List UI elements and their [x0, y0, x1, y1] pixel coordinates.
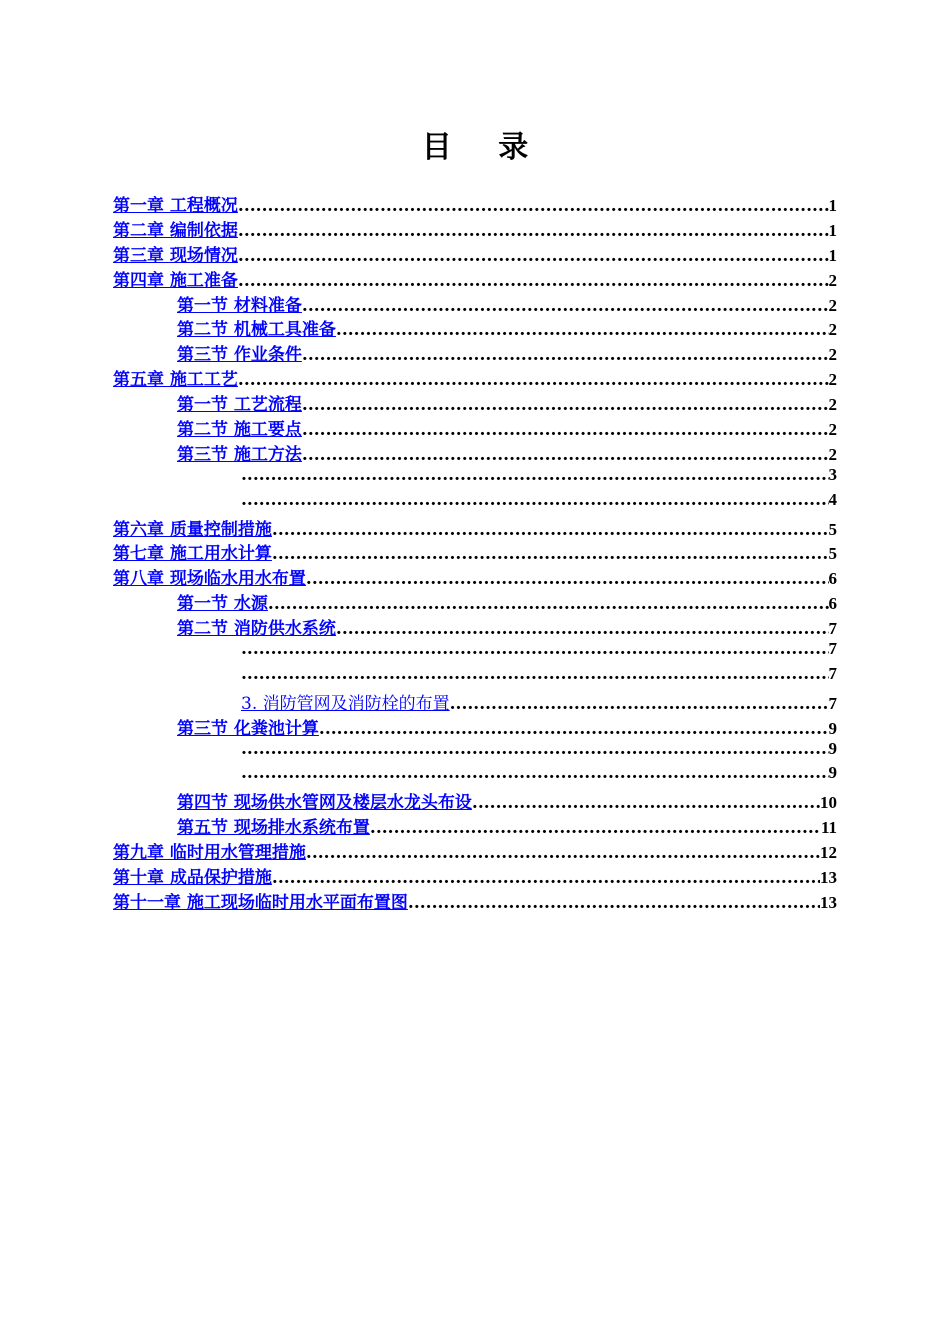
- toc-page-number: 11: [820, 818, 837, 838]
- toc-dot-leader: [238, 246, 829, 266]
- toc-entry[interactable]: [113, 614, 837, 639]
- toc-page-number: 4: [828, 489, 837, 509]
- toc-dot-leader: [472, 793, 820, 813]
- toc-entry-link[interactable]: 第二章 编制依据: [113, 220, 238, 241]
- toc-entry-link[interactable]: 第一章 工程概况: [113, 196, 238, 216]
- toc-page-number: 5: [828, 519, 837, 539]
- toc-dot-leader: [241, 763, 829, 783]
- toc-dot-leader: [408, 893, 820, 913]
- toc-page-number: 2: [828, 270, 837, 290]
- toc-entry-link[interactable]: 第一节 材料准备: [177, 295, 302, 316]
- toc-entry[interactable]: [113, 216, 837, 241]
- toc-dot-leader: [241, 639, 829, 659]
- toc-entry-link[interactable]: 第一节 工艺流程: [177, 395, 302, 416]
- toc-entry[interactable]: [113, 291, 837, 316]
- toc-dot-leader: [306, 843, 820, 863]
- toc-page-number: 12: [820, 843, 837, 863]
- toc-entry[interactable]: [113, 863, 837, 888]
- table-of-contents: [113, 191, 837, 913]
- toc-dot-leader: [272, 520, 829, 540]
- toc-entry[interactable]: [113, 714, 837, 739]
- toc-dot-leader: [238, 196, 829, 216]
- toc-page-number: 6: [828, 594, 837, 614]
- toc-entry[interactable]: [113, 813, 837, 838]
- toc-dot-leader: [370, 818, 821, 838]
- toc-entry[interactable]: [113, 415, 837, 440]
- toc-entry[interactable]: [113, 639, 837, 664]
- toc-entry-link[interactable]: 第十一章 施工现场临时用水平面布置图: [113, 892, 408, 913]
- toc-page-number: 9: [828, 718, 837, 738]
- toc-entry-link[interactable]: 第一节 水源: [177, 594, 268, 615]
- toc-page-number: 2: [828, 345, 837, 365]
- toc-page-number: 2: [828, 395, 837, 415]
- toc-entry-link[interactable]: 第九章 临时用水管理措施: [113, 843, 306, 864]
- toc-dot-leader: [272, 868, 820, 888]
- toc-entry[interactable]: [113, 440, 837, 465]
- toc-entry[interactable]: [113, 664, 837, 689]
- toc-dot-leader: [302, 395, 829, 415]
- toc-page-number: 6: [828, 569, 837, 589]
- toc-entry-link[interactable]: 第二节 消防供水系统: [177, 619, 336, 640]
- toc-entry[interactable]: [113, 539, 837, 564]
- toc-dot-leader: [241, 490, 829, 510]
- toc-dot-leader: [336, 619, 829, 639]
- toc-entry[interactable]: [113, 739, 837, 764]
- toc-entry-link[interactable]: 第六章 质量控制措施: [113, 519, 272, 540]
- toc-page-number: 9: [828, 763, 837, 783]
- toc-entry[interactable]: [113, 838, 837, 863]
- toc-dot-leader: [241, 465, 829, 485]
- toc-entry-link[interactable]: 第四节 现场供水管网及楼层水龙头布设: [177, 793, 472, 814]
- toc-entry-link[interactable]: 第五章 施工工艺: [113, 370, 238, 391]
- toc-page-number: 7: [828, 639, 837, 659]
- toc-dot-leader: [238, 221, 829, 241]
- toc-page-number: 1: [828, 245, 837, 265]
- toc-entry-link[interactable]: 第三节 化粪池计算: [177, 718, 319, 739]
- toc-dot-leader: [268, 594, 829, 614]
- toc-entry[interactable]: [113, 564, 837, 589]
- toc-entry[interactable]: [113, 788, 837, 813]
- toc-entry-link[interactable]: 第四章 施工准备: [113, 270, 238, 291]
- toc-page-number: 3: [828, 464, 837, 484]
- toc-entry[interactable]: [113, 365, 837, 390]
- toc-entry[interactable]: [113, 689, 837, 714]
- toc-page-number: 13: [820, 868, 837, 888]
- toc-entry[interactable]: [113, 191, 837, 216]
- toc-page-number: 1: [828, 196, 837, 215]
- toc-entry[interactable]: [113, 490, 837, 515]
- toc-entry-link[interactable]: 第二节 机械工具准备: [177, 320, 336, 341]
- toc-page-number: 2: [828, 295, 837, 315]
- toc-entry-link[interactable]: 第三章 现场情况: [113, 245, 238, 266]
- toc-page-number: 7: [828, 619, 837, 639]
- toc-page-number: 1: [828, 220, 837, 240]
- page-title: 目 录: [421, 130, 547, 165]
- toc-page-number: 7: [828, 663, 837, 683]
- toc-page-number: 2: [828, 320, 837, 340]
- toc-entry[interactable]: [113, 589, 837, 614]
- toc-entry-link[interactable]: 第三节 作业条件: [177, 345, 302, 366]
- toc-entry-link[interactable]: 第三节 施工方法: [177, 444, 302, 465]
- toc-entry-link[interactable]: 3. 消防管网及消防栓的布置: [241, 693, 450, 714]
- toc-dot-leader: [302, 420, 829, 440]
- toc-entry-link[interactable]: 第七章 施工用水计算: [113, 544, 272, 565]
- toc-entry-link[interactable]: 第八章 现场临水用水布置: [113, 569, 306, 590]
- toc-page-number: 13: [820, 892, 837, 912]
- toc-entry[interactable]: [113, 465, 837, 490]
- toc-entry-link[interactable]: 第十章 成品保护措施: [113, 868, 272, 889]
- toc-page-number: 10: [820, 793, 837, 813]
- toc-entry[interactable]: [113, 763, 837, 788]
- toc-dot-leader: [319, 719, 829, 739]
- toc-entry[interactable]: [113, 340, 837, 365]
- toc-entry-link[interactable]: 第二节 施工要点: [177, 420, 302, 441]
- toc-dot-leader: [238, 370, 829, 390]
- toc-entry[interactable]: [113, 241, 837, 266]
- toc-entry[interactable]: [113, 266, 837, 291]
- toc-dot-leader: [336, 320, 829, 340]
- toc-page-number: 9: [828, 738, 837, 758]
- toc-entry[interactable]: [113, 515, 837, 540]
- toc-page-number: 2: [828, 444, 837, 464]
- toc-dot-leader: [241, 664, 829, 684]
- toc-dot-leader: [450, 694, 829, 714]
- toc-entry[interactable]: [113, 888, 837, 913]
- toc-entry[interactable]: [113, 315, 837, 340]
- toc-dot-leader: [306, 569, 829, 589]
- toc-page-number: 5: [828, 544, 837, 564]
- toc-dot-leader: [272, 544, 829, 564]
- toc-entry-link[interactable]: 第五节 现场排水系统布置: [177, 818, 370, 839]
- toc-dot-leader: [302, 445, 829, 465]
- toc-page-number: 7: [828, 693, 837, 713]
- toc-page-number: 2: [828, 370, 837, 390]
- toc-dot-leader: [238, 271, 829, 291]
- toc-dot-leader: [302, 345, 829, 365]
- toc-dot-leader: [241, 739, 829, 759]
- toc-entry[interactable]: [113, 390, 837, 415]
- toc-dot-leader: [302, 296, 829, 316]
- toc-page-number: 2: [828, 420, 837, 440]
